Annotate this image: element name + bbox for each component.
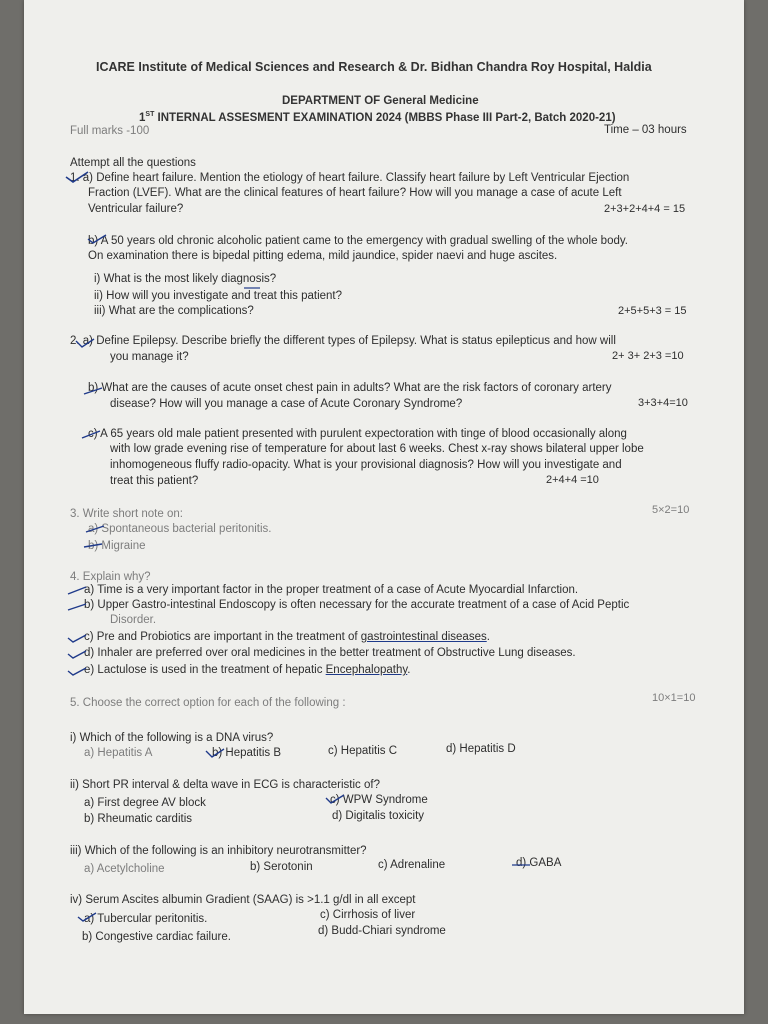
- q1a-line3: Ventricular failure?: [88, 203, 184, 215]
- exam-time: Time – 03 hours: [604, 124, 687, 136]
- q4-d: d) Inhaler are preferred over oral medicines in the better treatment of Obstructive Lung diseases.: [84, 647, 576, 659]
- q5-i-option-b: b) Hepatitis B: [212, 747, 282, 759]
- tick-mark-icon: [204, 748, 226, 758]
- q1a-line2: Fraction (LVEF). What are the clinical features of heart failure? How will you manage a case of acute Left: [88, 187, 622, 199]
- q4-a: a) Time is a very important factor in the proper treatment of a case of Acute Myocardial Infarction.: [84, 584, 579, 596]
- q2c-line2: with low grade evening rise of temperature for about last 6 weeks. Chest x-ray shows bilateral upper lobe: [110, 443, 644, 455]
- q5-i-option-d: d) Hepatitis D: [446, 743, 516, 755]
- q1b-i: i) What is the most likely diagnosis?: [94, 273, 277, 285]
- q4-b-line1: b) Upper Gastro-intestinal Endoscopy is often necessary for the accurate treatment of a case of Acid Peptic: [84, 599, 630, 611]
- q5-marks: 10×1=10: [652, 692, 696, 704]
- q5-title: 5. Choose the correct option for each of the following :: [70, 697, 346, 709]
- tick-mark-icon: [66, 649, 88, 659]
- tick-mark-icon: [324, 794, 346, 804]
- tick-mark-icon: [64, 170, 90, 184]
- tick-mark-icon: [76, 912, 98, 922]
- tick-mark-icon: [66, 602, 88, 612]
- tick-mark-icon: [82, 386, 104, 396]
- q2a-line1: 2. a) Define Epilepsy. Describe briefly the different types of Epilepsy. What is status epilepticus and how will: [70, 335, 616, 347]
- q1b-line1: b) A 50 years old chronic alcoholic patient came to the emergency with gradual swelling of the whole body.: [88, 235, 628, 247]
- q2a-marks: 2+ 3+ 2+3 =10: [612, 350, 684, 362]
- q1b-marks: 2+5+5+3 = 15: [618, 305, 687, 317]
- instructions: Attempt all the questions: [70, 157, 196, 169]
- q2b-line2: disease? How will you manage a case of Acute Coronary Syndrome?: [110, 398, 463, 410]
- q4-title: 4. Explain why?: [70, 571, 151, 583]
- q5-ii-option-a: a) First degree AV block: [84, 797, 206, 809]
- q4-e-underlined: Encephalopathy: [325, 664, 408, 676]
- q5-ii-option-b: b) Rheumatic carditis: [84, 813, 193, 825]
- tick-mark-icon: [242, 280, 264, 290]
- q5-iii-option-c: c) Adrenaline: [378, 859, 446, 871]
- q5-iv-option-c: c) Cirrhosis of liver: [320, 909, 416, 921]
- q5-i-option-c: c) Hepatitis C: [328, 745, 398, 757]
- q5-iii-option-d: d) GABA: [516, 857, 562, 869]
- tick-mark-icon: [82, 541, 104, 551]
- tick-mark-icon: [66, 666, 88, 676]
- q1a-line1: 1. a) Define heart failure. Mention the etiology of heart failure. Classify heart failure by Left Ventricular Ejection: [70, 172, 630, 184]
- q3-marks: 5×2=10: [652, 504, 690, 516]
- q2b-marks: 3+3+4=10: [638, 397, 688, 409]
- q5-iv-option-a: a) Tubercular peritonitis.: [84, 913, 208, 925]
- q5-ii-question: ii) Short PR interval & delta wave in ECG is characteristic of?: [70, 779, 380, 791]
- q2c-line1: c) A 65 years old male patient presented with purulent expectoration with tinge of blood occasionally along: [88, 428, 627, 440]
- q4-c-underlined: gastrointestinal diseases: [360, 631, 487, 643]
- q4-e: e) Lactulose is used in the treatment of hepatic Encephalopathy.: [84, 664, 411, 676]
- q2b-line1: b) What are the causes of acute onset chest pain in adults? What are the risk factors of coronary artery: [88, 382, 612, 394]
- exam-title: 1ST INTERNAL ASSESMENT EXAMINATION 2024 (MBBS Phase III Part-2, Batch 2020-21): [139, 111, 616, 124]
- q2c-line4: treat this patient?: [110, 475, 199, 487]
- tick-mark-icon: [84, 524, 106, 534]
- q5-ii-option-c: c) WPW Syndrome: [330, 794, 428, 806]
- q3-title: 3. Write short note on:: [70, 508, 183, 520]
- q4-b-line2: Disorder.: [110, 614, 157, 626]
- q5-iv-option-b: b) Congestive cardiac failure.: [82, 931, 231, 943]
- q5-iii-question: iii) Which of the following is an inhibitory neurotransmitter?: [70, 845, 367, 857]
- q2c-marks: 2+4+4 =10: [546, 474, 599, 486]
- q1a-marks: 2+3+2+4+4 = 15: [604, 203, 686, 215]
- tick-mark-icon: [74, 338, 96, 348]
- tick-mark-icon: [66, 586, 88, 596]
- q5-i-option-a: a) Hepatitis A: [84, 747, 153, 759]
- tick-mark-icon: [510, 856, 532, 866]
- q5-iii-option-b: b) Serotonin: [250, 861, 313, 873]
- tick-mark-icon: [80, 430, 102, 440]
- q5-ii-option-d: d) Digitalis toxicity: [332, 810, 425, 822]
- department-title: DEPARTMENT OF General Medicine: [282, 95, 479, 107]
- q3-a: a) Spontaneous bacterial peritonitis.: [88, 523, 272, 535]
- q5-iii-option-a: a) Acetylcholine: [84, 863, 165, 875]
- tick-mark-icon: [86, 234, 108, 244]
- q5-i-question: i) Which of the following is a DNA virus?: [70, 732, 274, 744]
- q5-iv-option-d: d) Budd-Chiari syndrome: [318, 925, 446, 937]
- institute-title: ICARE Institute of Medical Sciences and Research & Dr. Bidhan Chandra Roy Hospital, Haldia: [96, 60, 652, 74]
- q2a-line2: you manage it?: [110, 351, 189, 363]
- q4-c: c) Pre and Probiotics are important in the treatment of gastrointestinal diseases.: [84, 631, 490, 643]
- q1b-line2: On examination there is bipedal pitting edema, mild jaundice, spider naevi and huge ascites.: [88, 250, 558, 262]
- q1b-ii: ii) How will you investigate and treat this patient?: [94, 290, 343, 302]
- q3-b: b) Migraine: [88, 540, 146, 552]
- tick-mark-icon: [66, 633, 88, 643]
- exam-paper: [24, 0, 744, 1014]
- q2c-line3: inhomogeneous fluffy radio-opacity. What is your provisional diagnosis? How will you investigate and: [110, 459, 622, 471]
- q5-iv-question: iv) Serum Ascites albumin Gradient (SAAG) is >1.1 g/dl in all except: [70, 894, 416, 906]
- full-marks: Full marks -100: [70, 125, 150, 137]
- q1b-iii: iii) What are the complications?: [94, 305, 254, 317]
